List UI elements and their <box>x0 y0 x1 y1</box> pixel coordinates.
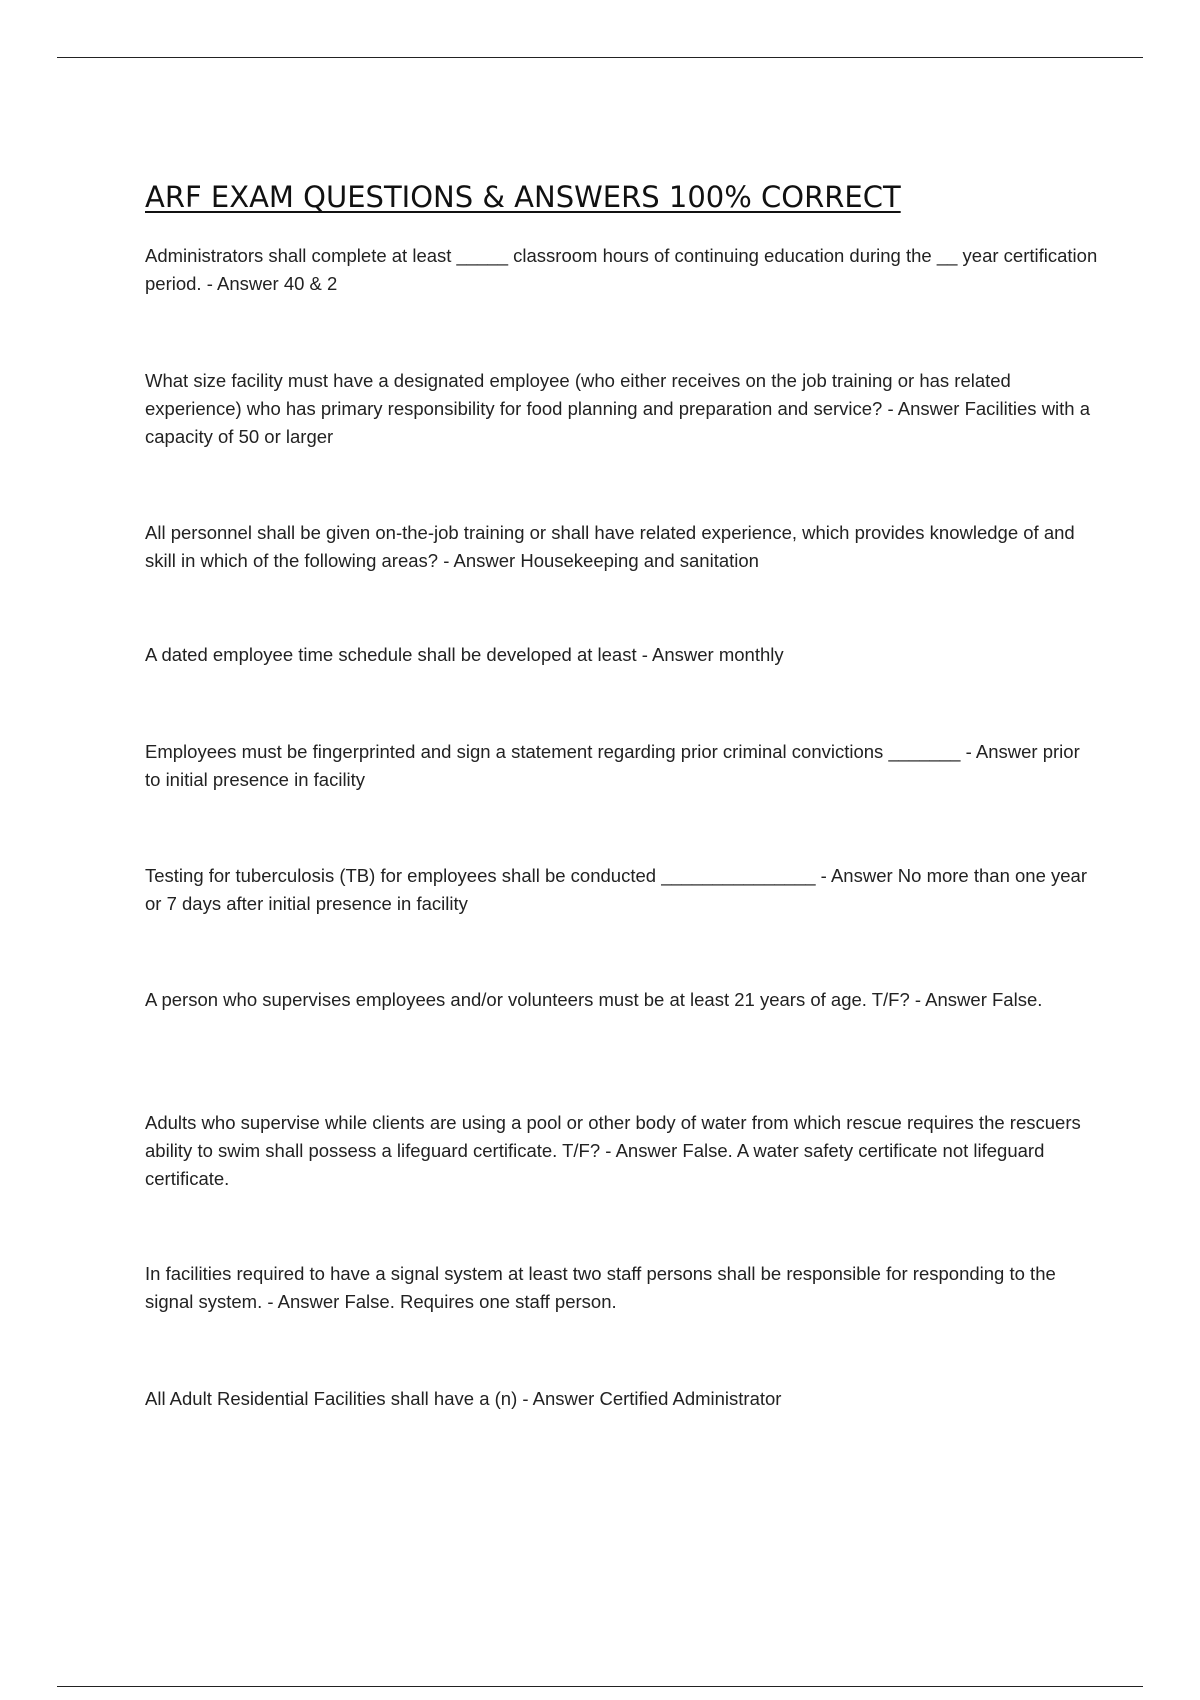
question-text: A dated employee time schedule shall be developed at least <box>145 644 637 665</box>
answer-text: False. A water safety certificate not lifeguard certificate. <box>145 1140 1045 1189</box>
footer-rule <box>57 1686 1143 1687</box>
answer-text: No more than one year or 7 days after initial presence in facility <box>145 865 1087 914</box>
question-text: Employees must be fingerprinted and sign a statement regarding prior criminal convictions _______ <box>145 741 961 762</box>
answer-text: prior to initial presence in facility <box>145 741 1080 790</box>
answer-separator: - Answer <box>636 644 719 665</box>
answer-separator: - Answer <box>882 398 965 419</box>
question-text: A person who supervises employees and/or volunteers must be at least 21 years of age. T/F? <box>145 989 910 1010</box>
answer-text: monthly <box>718 644 784 665</box>
question-text: Adults who supervise while clients are using a pool or other body of water from which rescue requires the rescuers ability to swim shall possess a lifeguard certificate. T/F? <box>145 1112 1081 1161</box>
document-title: ARF EXAM QUESTIONS & ANSWERS 100% CORRECT <box>145 180 901 214</box>
qa-item <box>145 862 1100 918</box>
answer-separator: - Answer <box>262 1291 345 1312</box>
answer-text: False. Requires one staff person. <box>344 1291 617 1312</box>
question-text: All personnel shall be given on-the-job training or shall have related experience, which provides knowledge of and skill in which of the following areas? <box>145 522 1075 571</box>
question-text: What size facility must have a designated employee (who either receives on the job training or has related experience) who has primary responsibility for food planning and preparation and service? <box>145 370 1011 419</box>
qa-item <box>145 1109 1100 1193</box>
answer-text: 40 & 2 <box>283 273 338 294</box>
answer-separator: - Answer <box>438 550 521 571</box>
answer-text: Facilities with a capacity of 50 or larger <box>145 398 1091 447</box>
answer-separator: - Answer <box>909 989 992 1010</box>
answer-text: False. <box>992 989 1043 1010</box>
qa-item <box>145 519 1100 575</box>
question-text: In facilities required to have a signal system at least two staff persons shall be responsible for responding to the signal system. <box>145 1263 1056 1312</box>
answer-separator: - Answer <box>815 865 898 886</box>
answer-text: Certified Administrator <box>599 1388 782 1409</box>
answer-separator: - Answer <box>600 1140 683 1161</box>
answer-text: Housekeeping and sanitation <box>520 550 759 571</box>
qa-item <box>145 738 1100 794</box>
answer-separator: - Answer <box>201 273 284 294</box>
question-text: Administrators shall complete at least _____ classroom hours of continuing education during the __ year certification period. <box>145 245 1098 294</box>
question-text: All Adult Residential Facilities shall have a (n) <box>145 1388 518 1409</box>
qa-item <box>145 1260 1100 1316</box>
header-rule <box>57 57 1143 58</box>
qa-item <box>145 242 1100 298</box>
qa-item <box>145 1385 1100 1413</box>
answer-separator: - Answer <box>517 1388 600 1409</box>
qa-item <box>145 367 1100 451</box>
question-text: Testing for tuberculosis (TB) for employees shall be conducted _______________ <box>145 865 816 886</box>
qa-item <box>145 986 1100 1014</box>
answer-separator: - Answer <box>960 741 1043 762</box>
qa-item <box>145 641 1100 669</box>
